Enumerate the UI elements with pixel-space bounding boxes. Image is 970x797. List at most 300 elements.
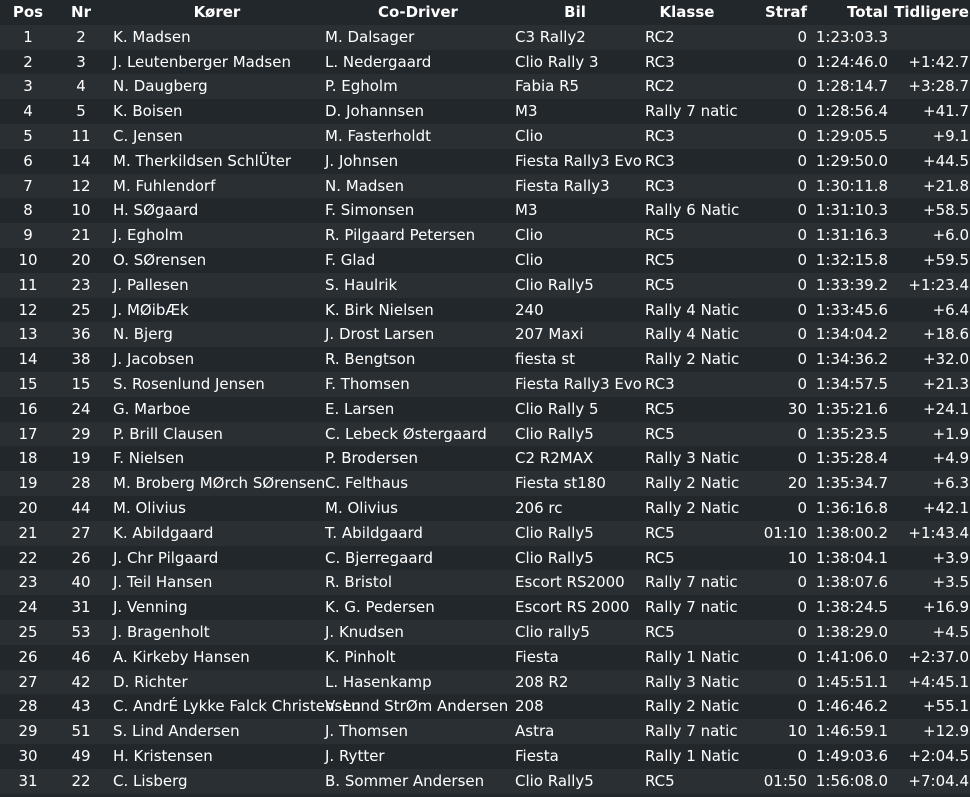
cell-nr: 22 xyxy=(71,771,91,790)
cell-nr: 29 xyxy=(71,424,91,443)
header-nr: Nr xyxy=(71,3,91,21)
cell-penalty: 0 xyxy=(797,647,807,666)
cell-pos: 15 xyxy=(18,375,38,393)
table-row xyxy=(0,397,970,422)
cell-codriver: K. Birk Nielsen xyxy=(325,300,434,319)
cell-diff: +58.5 xyxy=(923,201,969,220)
cell-total: 1:41:06.0 xyxy=(815,647,888,666)
header-row xyxy=(0,0,970,25)
table-row xyxy=(0,74,970,99)
table-row xyxy=(0,273,970,298)
cell-driver: C. Jensen xyxy=(113,127,183,145)
cell-nr: 23 xyxy=(71,275,91,294)
cell-diff: +55.1 xyxy=(923,697,969,716)
cell-penalty: 0 xyxy=(797,52,807,71)
cell-diff: +6.0 xyxy=(932,226,969,245)
cell-class: RC3 xyxy=(645,176,675,195)
cell-penalty: 0 xyxy=(797,300,807,319)
cell-codriver: D. Johannsen xyxy=(325,102,424,121)
cell-total: 1:46:59.1 xyxy=(815,722,888,741)
table-row xyxy=(0,645,970,670)
cell-codriver: R. Bristol xyxy=(325,573,393,592)
cell-total: 1:35:21.6 xyxy=(815,399,888,418)
cell-driver: A. Kirkeby Hansen xyxy=(113,647,250,666)
cell-class: RC2 xyxy=(645,77,675,96)
cell-nr: 5 xyxy=(76,102,86,121)
cell-diff: +21.3 xyxy=(923,375,969,393)
cell-driver: J. MØibÆk xyxy=(113,300,189,319)
cell-diff: +12.9 xyxy=(923,722,969,741)
header-penalty: Straf xyxy=(764,3,807,21)
cell-driver: J. Teil Hansen xyxy=(113,573,213,592)
cell-diff: +9.1 xyxy=(932,127,969,145)
cell-class: RC3 xyxy=(645,127,675,145)
cell-class: Rally 7 natic xyxy=(645,102,738,121)
cell-pos: 24 xyxy=(18,598,38,617)
table-row xyxy=(0,347,970,372)
cell-penalty: 0 xyxy=(797,275,807,294)
cell-diff: +59.5 xyxy=(923,251,969,269)
table-row xyxy=(0,322,970,347)
cell-pos: 8 xyxy=(23,201,33,220)
cell-diff: +2:37.0 xyxy=(908,647,969,666)
cell-class: RC5 xyxy=(645,771,675,790)
cell-car: Clio Rally5 xyxy=(515,548,594,567)
table-row xyxy=(0,372,970,397)
cell-car: M3 xyxy=(515,201,538,220)
cell-total: 1:29:50.0 xyxy=(815,151,888,170)
cell-pos: 20 xyxy=(18,499,38,517)
cell-penalty: 0 xyxy=(797,251,807,269)
cell-driver: P. Brill Clausen xyxy=(113,424,223,443)
cell-codriver: B. Sommer Andersen xyxy=(325,771,485,790)
cell-car: Clio Rally5 xyxy=(515,424,594,443)
cell-pos: 19 xyxy=(18,474,38,493)
cell-penalty: 0 xyxy=(797,672,807,691)
cell-total: 1:34:36.2 xyxy=(815,350,888,369)
cell-pos: 26 xyxy=(18,647,38,666)
cell-penalty: 0 xyxy=(797,573,807,592)
cell-diff: +3.9 xyxy=(932,548,969,567)
cell-nr: 40 xyxy=(71,573,91,592)
cell-penalty: 0 xyxy=(797,77,807,96)
cell-penalty: 0 xyxy=(797,226,807,245)
cell-driver: S. Lind Andersen xyxy=(113,722,240,741)
cell-penalty: 0 xyxy=(797,747,807,765)
cell-car: 207 Maxi xyxy=(515,325,584,344)
cell-car: Fiesta Rally3 Evo xyxy=(515,151,642,170)
cell-penalty: 0 xyxy=(797,350,807,369)
cell-total: 1:34:57.5 xyxy=(815,375,888,393)
cell-total: 1:33:39.2 xyxy=(815,275,888,294)
table-row xyxy=(0,546,970,571)
cell-class: Rally 2 Natic xyxy=(645,474,740,493)
cell-total: 1:34:04.2 xyxy=(815,325,888,344)
cell-driver: M. Olivius xyxy=(113,499,186,517)
cell-driver: N. Daugberg xyxy=(113,77,208,96)
cell-car: Escort RS2000 xyxy=(515,573,625,592)
cell-nr: 20 xyxy=(71,251,91,269)
cell-class: RC5 xyxy=(645,226,675,245)
cell-diff: +24.1 xyxy=(923,399,969,418)
cell-codriver: J. Drost Larsen xyxy=(325,325,435,344)
cell-diff: +1:23.4 xyxy=(908,275,969,294)
cell-driver: O. SØrensen xyxy=(113,251,207,269)
cell-total: 1:46:46.2 xyxy=(815,697,888,716)
cell-total: 1:38:00.2 xyxy=(815,523,888,542)
cell-pos: 6 xyxy=(23,151,33,170)
cell-penalty: 0 xyxy=(797,151,807,170)
cell-class: RC5 xyxy=(645,251,675,269)
cell-diff: +1:43.4 xyxy=(908,523,969,542)
cell-diff: +3:28.7 xyxy=(908,77,969,96)
cell-pos: 12 xyxy=(18,300,38,319)
cell-penalty: 0 xyxy=(797,127,807,145)
cell-penalty: 10 xyxy=(787,548,807,567)
cell-nr: 21 xyxy=(71,226,91,245)
cell-codriver: K. G. Pedersen xyxy=(325,598,435,617)
cell-codriver: J. Knudsen xyxy=(325,623,404,641)
header-codriver: Co-Driver xyxy=(378,3,458,21)
cell-class: RC5 xyxy=(645,623,675,641)
cell-total: 1:35:34.7 xyxy=(815,474,888,493)
cell-codriver: F. Simonsen xyxy=(325,201,415,220)
cell-driver: M. Fuhlendorf xyxy=(113,176,216,195)
cell-diff: +2:04.5 xyxy=(908,747,969,765)
cell-codriver: S. Haulrik xyxy=(325,275,398,294)
cell-car: Escort RS 2000 xyxy=(515,598,630,617)
cell-nr: 46 xyxy=(71,647,91,666)
cell-driver: S. Rosenlund Jensen xyxy=(113,375,265,393)
cell-car: 240 xyxy=(515,300,544,319)
cell-codriver: T. Abildgaard xyxy=(325,523,423,542)
cell-driver: J. Chr Pilgaard xyxy=(113,548,219,567)
cell-driver: D. Richter xyxy=(113,672,188,691)
cell-codriver: K. Pinholt xyxy=(325,647,396,666)
cell-pos: 4 xyxy=(23,102,33,121)
cell-pos: 22 xyxy=(18,548,38,567)
cell-class: Rally 3 Natic xyxy=(645,449,740,468)
cell-class: Rally 2 Natic xyxy=(645,697,740,716)
table-row xyxy=(0,50,970,75)
cell-nr: 53 xyxy=(71,623,91,641)
cell-class: RC5 xyxy=(645,548,675,567)
cell-nr: 42 xyxy=(71,672,91,691)
cell-nr: 3 xyxy=(76,52,86,71)
cell-diff: +1.9 xyxy=(932,424,969,443)
cell-codriver: C. Lebeck Østergaard xyxy=(325,424,487,443)
cell-pos: 7 xyxy=(23,176,33,195)
cell-pos: 18 xyxy=(18,449,38,468)
cell-class: Rally 7 natic xyxy=(645,573,738,592)
cell-total: 1:38:24.5 xyxy=(815,598,888,617)
cell-pos: 31 xyxy=(18,771,38,790)
cell-codriver: M. Fasterholdt xyxy=(325,127,432,145)
cell-total: 1:28:56.4 xyxy=(815,102,888,121)
cell-car: Fabia R5 xyxy=(515,77,580,96)
table-row xyxy=(0,620,970,645)
cell-total: 1:38:04.1 xyxy=(815,548,888,567)
cell-diff: +6.4 xyxy=(932,300,969,319)
cell-pos: 5 xyxy=(23,127,33,145)
table-row xyxy=(0,99,970,124)
cell-driver: C. AndrÉ Lykke Falck Christensen xyxy=(113,697,362,716)
cell-penalty: 0 xyxy=(797,449,807,468)
cell-total: 1:36:16.8 xyxy=(815,499,888,517)
cell-total: 1:30:11.8 xyxy=(815,176,888,195)
cell-pos: 1 xyxy=(23,27,33,46)
cell-diff: +44.5 xyxy=(923,151,969,170)
header-car: Bil xyxy=(564,3,586,21)
table-row xyxy=(0,149,970,174)
cell-car: Fiesta xyxy=(515,647,559,666)
cell-car: 208 R2 xyxy=(515,672,569,691)
cell-penalty: 0 xyxy=(797,176,807,195)
cell-car: Clio rally5 xyxy=(515,623,590,641)
cell-class: Rally 2 Natic xyxy=(645,499,740,517)
cell-car: Clio Rally5 xyxy=(515,771,594,790)
cell-nr: 10 xyxy=(71,201,91,220)
cell-car: C3 Rally2 xyxy=(515,27,586,46)
cell-diff: +4.5 xyxy=(932,623,969,641)
table-row xyxy=(0,570,970,595)
cell-car: Astra xyxy=(515,722,555,741)
cell-pos: 16 xyxy=(18,399,38,418)
cell-driver: F. Nielsen xyxy=(113,449,185,468)
cell-driver: K. Abildgaard xyxy=(113,523,214,542)
cell-codriver: V. Lund StrØm Andersen xyxy=(325,697,509,716)
cell-pos: 9 xyxy=(23,226,33,245)
cell-car: Clio Rally 5 xyxy=(515,399,599,418)
cell-pos: 29 xyxy=(18,722,38,741)
table-row xyxy=(0,223,970,248)
cell-driver: J. Pallesen xyxy=(113,275,189,294)
cell-class: Rally 3 Natic xyxy=(645,672,740,691)
table-row xyxy=(0,174,970,199)
cell-car: Clio Rally5 xyxy=(515,523,594,542)
header-driver: Kører xyxy=(193,3,241,21)
table-row xyxy=(0,446,970,471)
cell-car: Clio xyxy=(515,127,543,145)
table-row xyxy=(0,198,970,223)
cell-nr: 36 xyxy=(71,325,91,344)
cell-diff xyxy=(891,25,969,50)
cell-penalty: 0 xyxy=(797,499,807,517)
cell-nr: 19 xyxy=(71,449,91,468)
cell-codriver: F. Thomsen xyxy=(325,375,410,393)
cell-nr: 11 xyxy=(71,127,91,145)
cell-total: 1:49:03.6 xyxy=(815,747,888,765)
cell-diff: +32.0 xyxy=(923,350,969,369)
cell-car: Clio xyxy=(515,251,543,269)
cell-driver: J. Jacobsen xyxy=(113,350,195,369)
cell-pos: 2 xyxy=(23,52,33,71)
header-pos: Pos xyxy=(12,3,44,21)
cell-penalty: 0 xyxy=(797,325,807,344)
cell-codriver: L. Nedergaard xyxy=(325,52,432,71)
cell-car: Fiesta xyxy=(515,747,559,765)
cell-codriver: J. Thomsen xyxy=(325,722,408,741)
cell-diff: +1:42.7 xyxy=(908,52,969,71)
cell-class: RC3 xyxy=(645,52,675,71)
cell-nr: 27 xyxy=(71,523,91,542)
cell-driver: M. Broberg MØrch SØrensen xyxy=(113,474,326,493)
cell-car: fiesta st xyxy=(515,350,576,369)
cell-penalty: 0 xyxy=(797,424,807,443)
cell-class: RC5 xyxy=(645,424,675,443)
cell-diff: +41.7 xyxy=(923,102,969,121)
cell-nr: 4 xyxy=(76,77,86,96)
cell-driver: J. Egholm xyxy=(113,226,184,245)
cell-total: 1:28:14.7 xyxy=(815,77,888,96)
cell-nr: 26 xyxy=(71,548,91,567)
cell-class: Rally 2 Natic xyxy=(645,350,740,369)
cell-codriver: R. Pilgaard Petersen xyxy=(325,226,476,245)
table-row xyxy=(0,595,970,620)
cell-car: Clio Rally 3 xyxy=(515,52,599,71)
cell-penalty: 0 xyxy=(797,623,807,641)
cell-diff: +3.5 xyxy=(932,573,969,592)
cell-pos: 27 xyxy=(18,672,38,691)
cell-codriver: E. Larsen xyxy=(325,399,395,418)
cell-codriver: J. Johnsen xyxy=(325,151,399,170)
cell-codriver: M. Olivius xyxy=(325,499,398,517)
cell-class: Rally 7 natic xyxy=(645,722,738,741)
table-row xyxy=(0,248,970,273)
cell-pos: 21 xyxy=(18,523,38,542)
cell-codriver: J. Rytter xyxy=(325,747,385,765)
cell-codriver: R. Bengtson xyxy=(325,350,416,369)
cell-total: 1:23:03.3 xyxy=(815,27,888,46)
cell-class: Rally 4 Natic xyxy=(645,325,740,344)
cell-total: 1:38:07.6 xyxy=(815,573,888,592)
cell-car: 208 xyxy=(515,697,544,716)
cell-driver: K. Boisen xyxy=(113,102,183,121)
table-row xyxy=(0,694,970,719)
cell-nr: 43 xyxy=(71,697,91,716)
cell-total: 1:45:51.1 xyxy=(815,672,888,691)
cell-nr: 25 xyxy=(71,300,91,319)
cell-car: Clio xyxy=(515,226,543,245)
cell-nr: 28 xyxy=(71,474,91,493)
cell-penalty: 10 xyxy=(787,722,807,741)
cell-pos: 13 xyxy=(18,325,38,344)
cell-penalty: 20 xyxy=(787,474,807,493)
cell-total: 1:38:29.0 xyxy=(815,623,888,641)
cell-penalty: 30 xyxy=(787,399,807,418)
cell-diff: +18.6 xyxy=(923,325,969,344)
cell-nr: 38 xyxy=(71,350,91,369)
cell-pos: 28 xyxy=(18,697,38,716)
cell-car: 206 rc xyxy=(515,499,563,517)
cell-driver: H. Kristensen xyxy=(113,747,213,765)
cell-class: RC5 xyxy=(645,399,675,418)
header-total: Total xyxy=(847,3,888,21)
cell-penalty: 0 xyxy=(797,201,807,220)
table-row xyxy=(0,744,970,769)
cell-car: Clio Rally5 xyxy=(515,275,594,294)
cell-driver: H. SØgaard xyxy=(113,201,199,220)
cell-class: RC3 xyxy=(645,151,675,170)
cell-driver: K. Madsen xyxy=(113,27,191,46)
cell-pos: 10 xyxy=(18,251,38,269)
cell-diff: +42.1 xyxy=(923,499,969,517)
cell-nr: 31 xyxy=(71,598,91,617)
cell-diff: +16.9 xyxy=(923,598,969,617)
header-diff: Tidligere xyxy=(894,3,969,21)
cell-pos: 11 xyxy=(18,275,38,294)
cell-codriver: F. Glad xyxy=(325,251,376,269)
cell-nr: 24 xyxy=(71,399,91,418)
cell-total: 1:31:16.3 xyxy=(815,226,888,245)
table-row xyxy=(0,298,970,323)
cell-car: Fiesta Rally3 xyxy=(515,176,610,195)
cell-nr: 44 xyxy=(71,499,91,517)
cell-pos: 14 xyxy=(18,350,38,369)
cell-class: Rally 6 Natic xyxy=(645,201,740,220)
table-row xyxy=(0,719,970,744)
cell-pos: 23 xyxy=(18,573,38,592)
cell-car: Fiesta Rally3 Evo xyxy=(515,375,642,393)
cell-driver: C. Lisberg xyxy=(113,771,188,790)
cell-driver: G. Marboe xyxy=(113,399,191,418)
cell-nr: 51 xyxy=(71,722,91,741)
cell-class: Rally 1 Natic xyxy=(645,647,740,666)
cell-car: M3 xyxy=(515,102,538,121)
cell-total: 1:31:10.3 xyxy=(815,201,888,220)
cell-total: 1:32:15.8 xyxy=(815,251,888,269)
cell-pos: 3 xyxy=(23,77,33,96)
cell-penalty: 0 xyxy=(797,375,807,393)
table-row xyxy=(0,124,970,149)
cell-total: 1:35:23.5 xyxy=(815,424,888,443)
cell-class: Rally 4 Natic xyxy=(645,300,740,319)
cell-nr: 15 xyxy=(71,375,91,393)
cell-codriver: C. Felthaus xyxy=(325,474,409,493)
table-row xyxy=(0,670,970,695)
cell-car: Fiesta st180 xyxy=(515,474,606,493)
cell-penalty: 0 xyxy=(797,598,807,617)
cell-penalty: 01:50 xyxy=(763,771,807,790)
cell-total: 1:24:46.0 xyxy=(815,52,888,71)
cell-class: RC3 xyxy=(645,375,675,393)
header-class: Klasse xyxy=(659,3,715,21)
cell-nr: 49 xyxy=(71,747,91,765)
cell-driver: J. Venning xyxy=(113,598,188,617)
cell-diff: +21.8 xyxy=(923,176,969,195)
cell-penalty: 0 xyxy=(797,27,807,46)
cell-class: RC2 xyxy=(645,27,675,46)
cell-driver: J. Leutenberger Madsen xyxy=(113,52,291,71)
cell-total: 1:56:08.0 xyxy=(815,771,888,790)
table-row xyxy=(0,25,970,50)
cell-codriver: M. Dalsager xyxy=(325,27,415,46)
cell-driver: J. Bragenholt xyxy=(113,623,210,641)
cell-nr: 12 xyxy=(71,176,91,195)
cell-total: 1:33:45.6 xyxy=(815,300,888,319)
cell-pos: 30 xyxy=(18,747,38,765)
table-row xyxy=(0,422,970,447)
cell-penalty: 0 xyxy=(797,697,807,716)
cell-pos: 17 xyxy=(18,424,38,443)
cell-class: RC5 xyxy=(645,275,675,294)
cell-class: RC5 xyxy=(645,523,675,542)
cell-diff: +4:45.1 xyxy=(908,672,969,691)
cell-driver: N. Bjerg xyxy=(113,325,173,344)
cell-penalty: 01:10 xyxy=(763,523,807,542)
cell-codriver: L. Hasenkamp xyxy=(325,672,432,691)
cell-codriver: N. Madsen xyxy=(325,176,404,195)
